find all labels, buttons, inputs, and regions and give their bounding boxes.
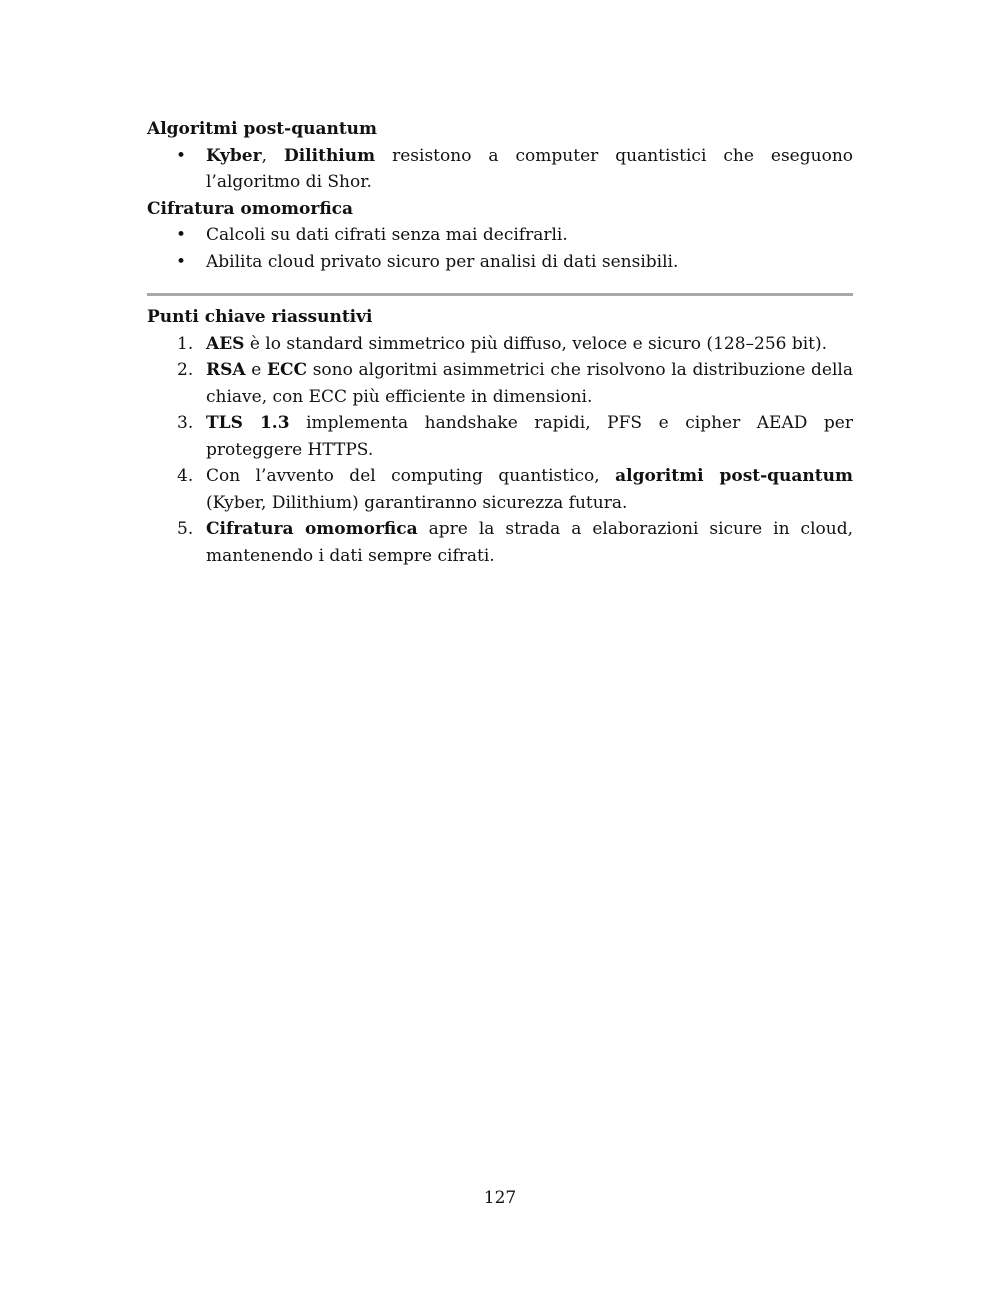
summary-point: 4. Con l’avvento del computing quantistico, algoritmi post-quantum (Kyber, Dilithium) garantiranno sicurezza futura. xyxy=(147,463,853,516)
list-item xyxy=(147,222,853,249)
summary-point: 1. AES è lo standard simmetrico più diffuso, veloce e sicuro (128–256 bit). xyxy=(147,331,853,358)
term-dilithium: Dilithium xyxy=(283,145,376,166)
list-item-text: Abilita cloud privato sicuro per analisi di dati sensibili. xyxy=(206,251,679,272)
summary-point: 3. TLS 1.3 implementa handshake rapidi, PFS e cipher AEAD per proteggere HTTPS. xyxy=(147,410,853,463)
bullet-icon: • xyxy=(176,145,187,166)
point-number: 4. xyxy=(177,466,194,486)
homomorphic-list xyxy=(147,222,853,275)
list-item-text: resistono a computer quantistici che eseguono l’algoritmo di Shor. xyxy=(206,145,853,192)
term-kyber: Kyber xyxy=(206,145,262,166)
list-item: • Kyber, Dilithium resistono a computer quantistici che eseguono l’algoritmo di Shor. xyxy=(147,143,853,196)
list-item-text: Calcoli su dati cifrati senza mai decifrarli. xyxy=(206,225,568,245)
bullet-icon: • xyxy=(176,225,187,245)
point-number: 5. xyxy=(177,519,194,539)
post-quantum-list xyxy=(147,143,853,196)
point-number: 1. xyxy=(177,333,194,354)
bullet-icon: • xyxy=(176,251,187,272)
summary-point: 5. Cifratura omomorfica apre la strada a elaborazioni sicure in cloud, mantenendo i dati sempre cifrati. xyxy=(147,516,853,569)
point-number: 3. xyxy=(177,413,194,433)
summary-list xyxy=(147,331,853,570)
point-number: 2. xyxy=(177,360,194,380)
section-heading-post-quantum: Algoritmi post-quantum xyxy=(147,119,378,139)
list-item xyxy=(147,249,853,276)
summary-heading: Punti chiave riassuntivi xyxy=(147,307,373,327)
page-content xyxy=(147,116,853,569)
summary-point: 2. RSA e ECC sono algoritmi asimmetrici che risolvono la distribuzione della chiave, con ECC più efficiente in dimensioni. xyxy=(147,357,853,410)
section-heading-homomorphic: Cifratura omomorfica xyxy=(147,198,354,219)
page-number: 127 xyxy=(483,1188,517,1208)
section-divider xyxy=(147,293,853,296)
